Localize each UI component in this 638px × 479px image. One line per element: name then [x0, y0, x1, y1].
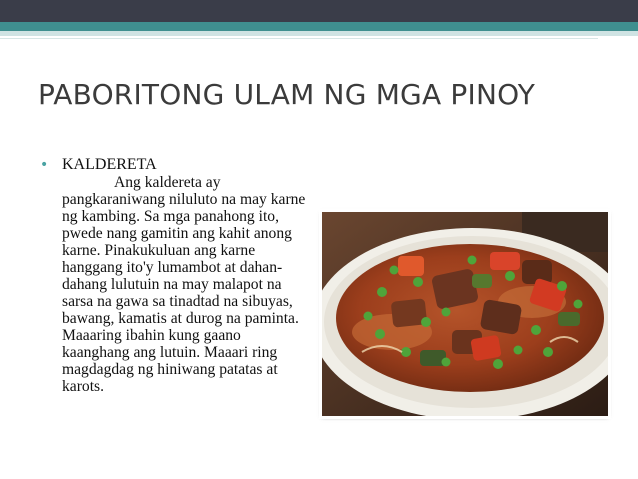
- header-band-light: [0, 31, 638, 36]
- bullet-list: [40, 156, 320, 395]
- kaldereta-photo-icon: [322, 212, 608, 416]
- bullet-heading: KALDERETA: [62, 156, 157, 173]
- slide-title: PABORITONG ULAM NG MGA PINOY: [38, 78, 536, 111]
- bullet-body-text: Ang kaldereta ay pangkaraniwang niluluto na may karne ng kambing. Sa mga panahong ito, pwede nang gamitin ang kahit anong karne. Pinakukuluan ang karne hanggang ito'y lumambot at dahan-dahang lulutuin na may malapot na sarsa na gawa sa tinadtad na sibuyas, bawang, kamatis at durog na paminta. Maaaring ibahin kung gaano kaanghang ang lutuin. Maaari ring magdagdag ng hiniwang patatas at karots.: [62, 174, 306, 395]
- header-divider: [0, 38, 598, 39]
- bullet-item: [40, 156, 320, 395]
- kaldereta-photo: [322, 212, 608, 416]
- bullet-row: [40, 156, 320, 174]
- header-band-dark: [0, 0, 638, 22]
- bullet-dot-icon: •: [40, 157, 49, 173]
- header-band-teal: [0, 22, 638, 31]
